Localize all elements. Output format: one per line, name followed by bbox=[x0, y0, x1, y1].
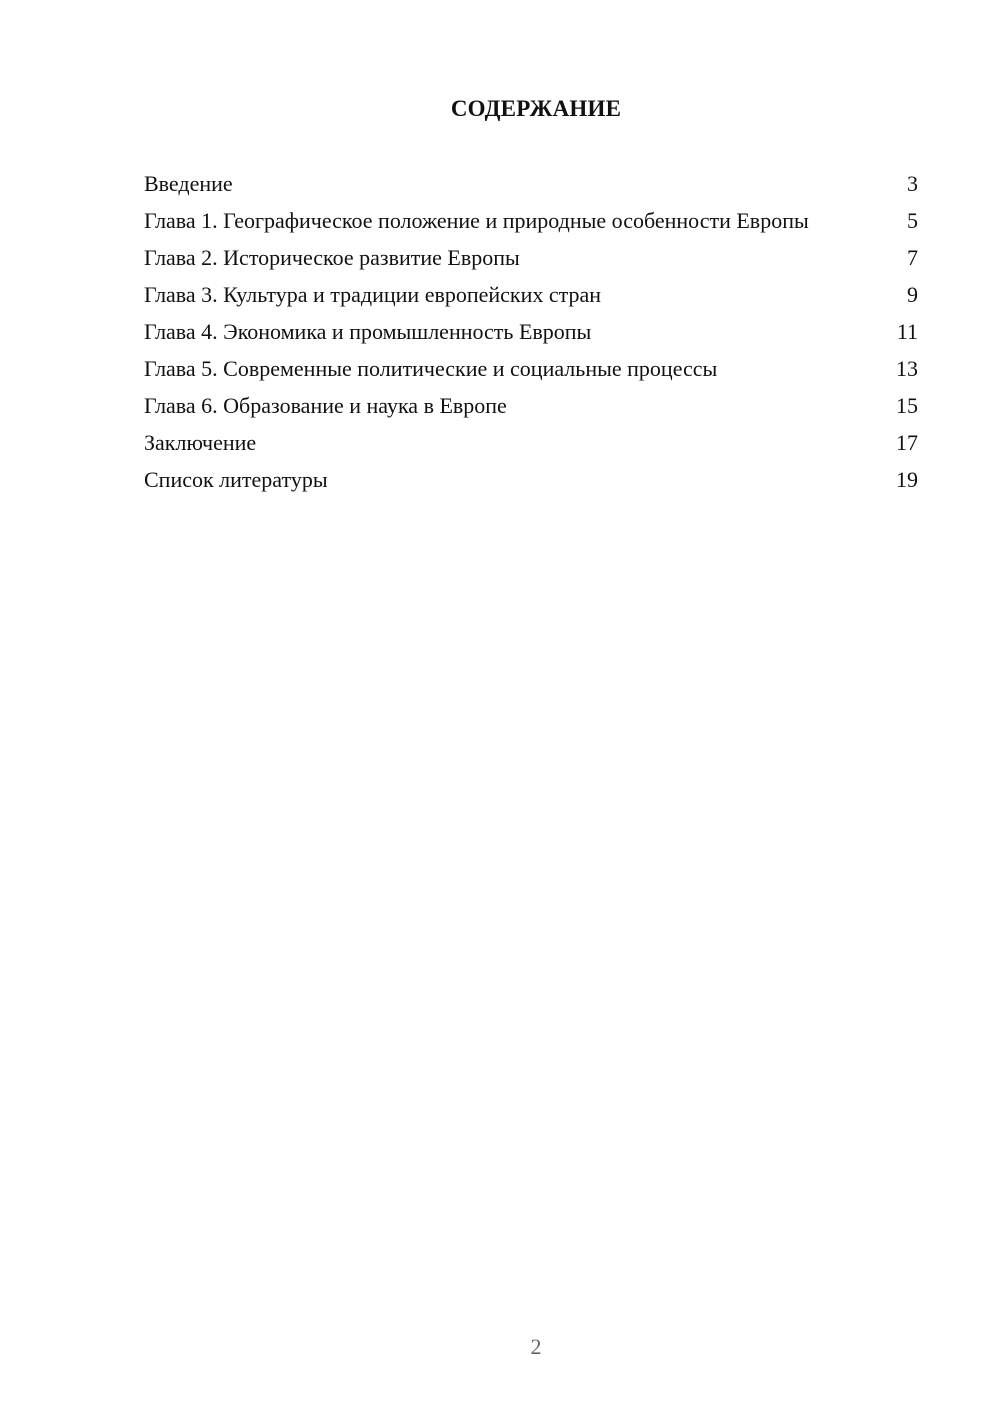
toc-entry bbox=[144, 466, 918, 493]
toc-entry-title: Введение bbox=[144, 171, 233, 196]
toc-entry-title: Глава 5. Современные политические и социальные процессы bbox=[144, 356, 718, 381]
toc-entry bbox=[144, 392, 918, 419]
toc-entry-page: 19 bbox=[896, 467, 918, 492]
table-of-contents bbox=[144, 170, 918, 503]
toc-entry-page: 3 bbox=[907, 171, 918, 196]
toc-entry-title: Список литературы bbox=[144, 467, 328, 492]
page-number: 2 bbox=[530, 1334, 542, 1359]
toc-entry-page: 17 bbox=[896, 430, 918, 455]
toc-entry-page: 9 bbox=[907, 282, 918, 307]
toc-entry bbox=[144, 281, 918, 308]
toc-entry-title: Глава 6. Образование и наука в Европе bbox=[144, 393, 507, 418]
toc-entry-title: Заключение bbox=[144, 430, 257, 455]
toc-entry-page: 11 bbox=[896, 319, 918, 344]
toc-entry-title: Глава 2. Историческое развитие Европы bbox=[144, 245, 520, 270]
toc-entry bbox=[144, 429, 918, 456]
toc-entry bbox=[144, 318, 918, 345]
toc-entry-page: 5 bbox=[907, 208, 918, 233]
page-title: СОДЕРЖАНИЕ bbox=[450, 96, 622, 121]
toc-entry-title: Глава 3. Культура и традиции европейских стран bbox=[144, 282, 602, 307]
toc-entry-page: 7 bbox=[907, 245, 918, 270]
toc-entry bbox=[144, 244, 918, 271]
toc-entry-page: 13 bbox=[896, 356, 918, 381]
toc-entry-page: 15 bbox=[896, 393, 918, 418]
toc-entry bbox=[144, 207, 918, 234]
toc-entry bbox=[144, 170, 918, 197]
toc-entry-title: Глава 4. Экономика и промышленность Европы bbox=[144, 319, 592, 344]
toc-entry bbox=[144, 355, 918, 382]
toc-entry-title: Глава 1. Географическое положение и природные особенности Европы bbox=[144, 208, 809, 233]
